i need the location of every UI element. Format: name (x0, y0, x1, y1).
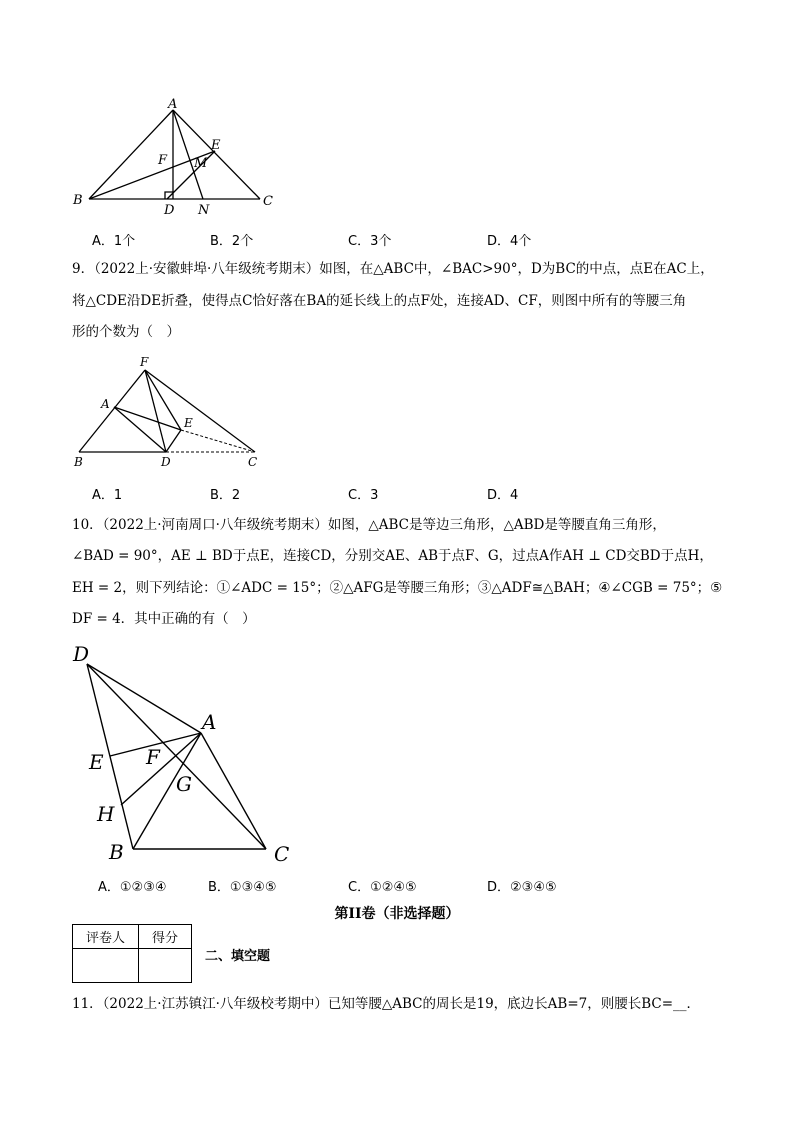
section-heading: 二、填空题 (205, 949, 271, 964)
q10-label-b: B (109, 840, 124, 864)
score-table-score-cell[interactable] (139, 949, 192, 983)
q9-option-c[interactable]: C．3 (348, 488, 379, 503)
q9-figure (65, 350, 280, 475)
q10-label-d: D (73, 642, 90, 666)
q8-option-a[interactable]: A．1个 (92, 234, 136, 249)
q10-label-c: C (274, 842, 290, 866)
q10-label-h: H (97, 802, 115, 826)
q10-label-e: E (89, 750, 104, 774)
q8-figure (65, 95, 285, 220)
q10-stem-line-3: EH = 2，则下列结论：①∠ADC = 15°；②△AFG是等腰三角形；③△ADF≅△BAH；④∠CGB = 75°；⑤ (72, 580, 723, 596)
q10-label-a: A (202, 710, 217, 734)
q10-figure (60, 637, 310, 869)
q10-option-a[interactable]: A．①②③④ (98, 880, 167, 895)
q8-label-n: N (198, 203, 210, 218)
q11-stem-line-1: 11．（2022上·江苏镇江·八年级校考期中）已知等腰△ABC的周长是19，底边长AB=7，则腰长BC=__． (72, 996, 701, 1012)
q9-stem-line-3: 形的个数为（ ） (72, 324, 180, 340)
q9-stem-line-2: 将△CDE沿DE折叠，使得点C恰好落在BA的延长线上的点F处，连接AD、CF，则图中所有的等腰三角 (72, 293, 687, 309)
q8-label-f: F (158, 153, 168, 168)
q10-stem-line-2: ∠BAD = 90°，AE ⊥ BD于点E，连接CD，分别交AE、AB于点F、G，过点A作AH ⊥ CD交BD于点H， (72, 548, 713, 564)
q10-option-d[interactable]: D．②③④⑤ (487, 880, 557, 895)
q8-option-d[interactable]: D．4个 (487, 234, 532, 249)
q9-option-b[interactable]: B．2 (210, 488, 241, 503)
q8-label-b: B (73, 193, 83, 208)
score-table-reviewer-cell[interactable] (73, 949, 139, 983)
q8-option-b[interactable]: B．2个 (210, 234, 254, 249)
q9-stem-line-1: 9．（2022上·安徽蚌埠·八年级统考期末）如图，在△ABC中，∠BAC>90°，D为BC的中点，点E在AC上， (72, 261, 714, 277)
q8-label-e: E (211, 138, 221, 153)
q10-label-g: G (176, 772, 192, 796)
q9-option-d[interactable]: D．4 (487, 488, 519, 503)
score-table (72, 924, 192, 983)
q10-option-c[interactable]: C．①②④⑤ (348, 880, 417, 895)
q9-label-a: A (101, 397, 110, 411)
q10-option-b[interactable]: B．①③④⑤ (208, 880, 277, 895)
q9-label-f: F (140, 355, 149, 369)
q9-option-a[interactable]: A．1 (92, 488, 123, 503)
q8-label-d: D (164, 203, 175, 218)
q8-label-c: C (263, 194, 273, 209)
score-table-reviewer-header: 评卷人 (73, 925, 139, 949)
q8-label-m: M (194, 156, 208, 171)
q8-option-c[interactable]: C．3个 (348, 234, 392, 249)
q9-label-b: B (74, 455, 83, 469)
q9-label-c: C (248, 455, 258, 469)
q10-stem-line-1: 10．（2022上·河南周口·八年级统考期末）如图，△ABC是等边三角形，△ABD是等腰直角三角形， (72, 517, 666, 533)
q9-label-d: D (161, 455, 171, 469)
q9-label-e: E (184, 416, 193, 430)
section-title: 第II卷（非选择题） (334, 906, 460, 922)
score-table-score-header: 得分 (139, 925, 192, 949)
q8-label-a: A (168, 97, 178, 112)
q10-label-f: F (146, 745, 160, 769)
q10-stem-line-4: DF = 4．其中正确的有（ ） (72, 611, 256, 627)
